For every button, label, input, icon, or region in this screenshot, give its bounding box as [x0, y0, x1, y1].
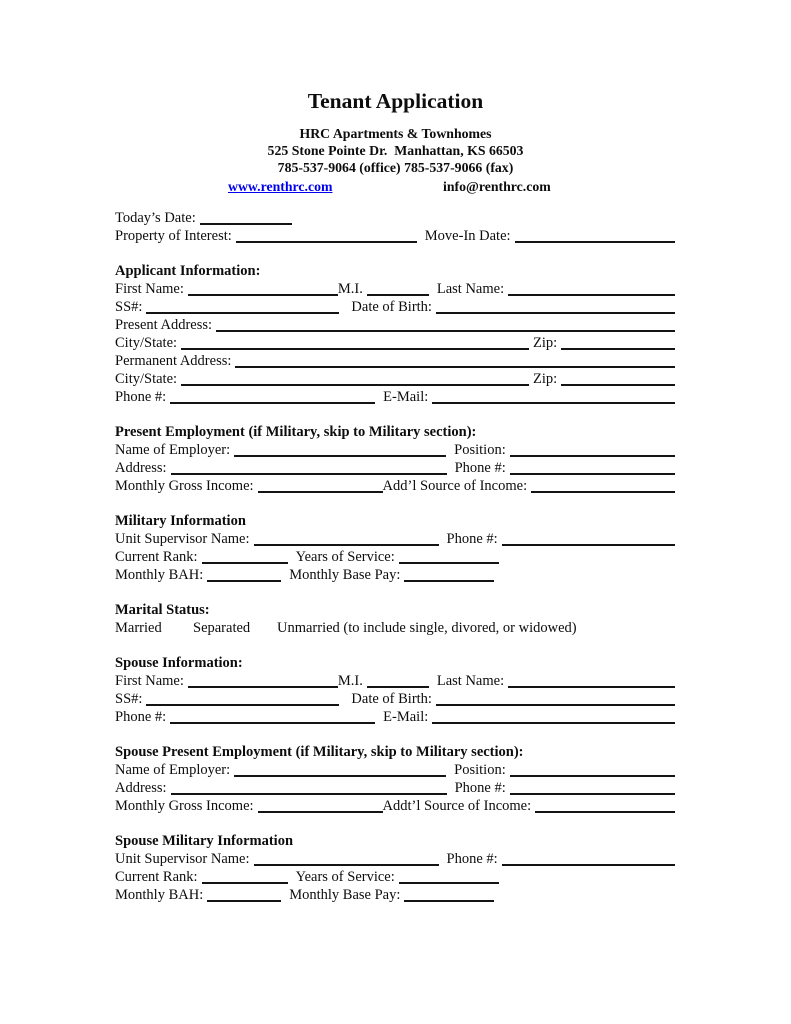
input-line-city-state-2 [181, 384, 529, 386]
input-line-spouse-years-of-service [399, 882, 499, 884]
input-line-years-of-service [399, 562, 499, 564]
label-email: E-Mail: [383, 389, 429, 405]
form-row-spouse-employer-position [115, 761, 675, 779]
form-row-city-state-1 [115, 334, 675, 352]
input-line-spouse-military-phone [502, 864, 675, 866]
label-spouse-monthly-base-pay: Monthly Base Pay: [289, 887, 401, 903]
section-applicant-information [115, 262, 675, 406]
label-spouse-monthly-bah: Monthly BAH: [115, 887, 204, 903]
input-line-name-of-employer [234, 455, 446, 457]
input-line-spouse-email [432, 722, 675, 724]
label-spouse-addtl-source-of-income: Addt’l Source of Income: [382, 798, 532, 814]
form-row-spouse-name [115, 672, 675, 690]
label-ssn: SS#: [115, 299, 143, 315]
org-address: 525 Stone Pointe Dr. Manhattan, KS 66503 [267, 143, 524, 158]
label-monthly-bah: Monthly BAH: [115, 567, 204, 583]
input-line-todays-date [200, 223, 292, 225]
form-row-spouse-rank-service [115, 868, 675, 886]
heading-spouse-information: Spouse Information: [115, 655, 243, 671]
heading-applicant-information: Applicant Information: [115, 263, 261, 279]
label-property-of-interest: Property of Interest: [115, 228, 232, 244]
label-employer-phone: Phone #: [454, 460, 506, 476]
form-row-todays-date [115, 209, 675, 227]
section-military-information [115, 512, 675, 584]
label-spouse-monthly-gross-income: Monthly Gross Income: [115, 798, 254, 814]
section-marital-status [115, 601, 675, 637]
label-city-state: City/State: [115, 335, 178, 351]
page-title: Tenant Application [307, 89, 484, 113]
input-line-city-state [181, 348, 529, 350]
form-row-permanent-address [115, 352, 675, 370]
label-employer-address: Address: [115, 460, 167, 476]
form-row-employer-position [115, 441, 675, 459]
marital-option-separated: Separated [193, 620, 251, 636]
label-monthly-gross-income: Monthly Gross Income: [115, 478, 254, 494]
input-line-phone [170, 402, 375, 404]
form-row-spouse-ssn-dob [115, 690, 675, 708]
label-mi: M.I. [337, 281, 363, 297]
label-zip: Zip: [533, 335, 558, 351]
input-line-spouse-unit-supervisor-name [254, 864, 439, 866]
heading-marital-status: Marital Status: [115, 602, 210, 618]
input-line-move-in-date [515, 241, 675, 243]
input-line-spouse-employer-phone [510, 793, 675, 795]
input-line-employer-address [171, 473, 447, 475]
label-spouse-current-rank: Current Rank: [115, 869, 198, 885]
form-row-property-movein [115, 227, 675, 245]
label-move-in-date: Move-In Date: [424, 228, 511, 244]
input-line-spouse-mi [367, 686, 429, 688]
label-present-address: Present Address: [115, 317, 213, 333]
input-line-monthly-base-pay [404, 580, 494, 582]
form-row-unit-supervisor [115, 530, 675, 548]
input-line-spouse-addtl-source-of-income [535, 811, 675, 813]
label-phone: Phone #: [115, 389, 167, 405]
label-todays-date: Today’s Date: [115, 210, 196, 226]
label-spouse-years-of-service: Years of Service: [295, 869, 395, 885]
form-row-income [115, 477, 675, 495]
input-line-first-name [188, 294, 338, 296]
input-line-spouse-ssn [146, 704, 339, 706]
input-line-email [432, 402, 675, 404]
label-name-of-employer: Name of Employer: [115, 442, 231, 458]
input-line-zip [561, 348, 675, 350]
input-line-spouse-monthly-base-pay [404, 900, 494, 902]
label-spouse-mi: M.I. [337, 673, 363, 689]
label-addl-source-of-income: Add’l Source of Income: [382, 478, 528, 494]
input-line-property-of-interest [236, 241, 417, 243]
input-line-position [510, 455, 675, 457]
input-line-spouse-date-of-birth [436, 704, 675, 706]
input-line-last-name [508, 294, 675, 296]
input-line-current-rank [202, 562, 288, 564]
form-row-marital-options [115, 619, 675, 637]
website-link[interactable]: www.renthrc.com [228, 179, 333, 194]
form-row-present-address [115, 316, 675, 334]
label-spouse-unit-supervisor-name: Unit Supervisor Name: [115, 851, 250, 867]
input-line-military-phone [502, 544, 675, 546]
label-spouse-phone: Phone #: [115, 709, 167, 725]
label-spouse-military-phone: Phone #: [446, 851, 498, 867]
form-row-spouse-employer-address-phone [115, 779, 675, 797]
form-row-rank-service [115, 548, 675, 566]
heading-spouse-military-information: Spouse Military Information [115, 833, 294, 849]
input-line-spouse-current-rank [202, 882, 288, 884]
form-row-applicant-phone-email [115, 388, 675, 406]
org-name: HRC Apartments & Townhomes [299, 126, 492, 141]
label-spouse-employer-address: Address: [115, 780, 167, 796]
heading-military-information: Military Information [115, 513, 246, 529]
label-years-of-service: Years of Service: [295, 549, 395, 565]
label-zip-2: Zip: [533, 371, 558, 387]
form-row-applicant-name [115, 280, 675, 298]
label-unit-supervisor-name: Unit Supervisor Name: [115, 531, 250, 547]
input-line-unit-supervisor-name [254, 544, 439, 546]
input-line-spouse-first-name [188, 686, 338, 688]
form-row-employer-address-phone [115, 459, 675, 477]
input-line-date-of-birth [436, 312, 675, 314]
label-spouse-email: E-Mail: [383, 709, 429, 725]
section-spouse-information [115, 654, 675, 726]
label-date-of-birth: Date of Birth: [351, 299, 432, 315]
section-present-employment [115, 423, 675, 495]
label-spouse-last-name: Last Name: [436, 673, 505, 689]
marital-option-married: Married [115, 620, 162, 636]
form-row-spouse-bah-basepay [115, 886, 675, 904]
website-link-cell [228, 178, 443, 195]
input-line-permanent-address [235, 366, 675, 368]
input-line-monthly-bah [207, 580, 281, 582]
input-line-spouse-monthly-bah [207, 900, 281, 902]
label-spouse-first-name: First Name: [115, 673, 184, 689]
label-position: Position: [454, 442, 506, 458]
form-row-applicant-ssn-dob [115, 298, 675, 316]
contact-links-row [0, 177, 791, 195]
label-military-phone: Phone #: [446, 531, 498, 547]
input-line-spouse-monthly-gross-income [258, 811, 383, 813]
input-line-spouse-name-of-employer [234, 775, 446, 777]
input-line-spouse-last-name [508, 686, 675, 688]
label-spouse-employer-phone: Phone #: [454, 780, 506, 796]
heading-present-employment: Present Employment (if Military, skip to Military section): [115, 424, 477, 440]
form-row-city-state-2 [115, 370, 675, 388]
input-line-spouse-employer-address [171, 793, 447, 795]
input-line-zip-2 [561, 384, 675, 386]
label-spouse-position: Position: [454, 762, 506, 778]
label-monthly-base-pay: Monthly Base Pay: [289, 567, 401, 583]
input-line-employer-phone [510, 473, 675, 475]
label-current-rank: Current Rank: [115, 549, 198, 565]
label-last-name: Last Name: [436, 281, 505, 297]
input-line-addl-source-of-income [531, 491, 675, 493]
label-permanent-address: Permanent Address: [115, 353, 232, 369]
email-address: info@renthrc.com [443, 179, 551, 194]
heading-spouse-present-employment: Spouse Present Employment (if Military, skip to Military section): [115, 744, 524, 760]
label-city-state-2: City/State: [115, 371, 178, 387]
input-line-ssn [146, 312, 339, 314]
form-row-spouse-income [115, 797, 675, 815]
label-spouse-ssn: SS#: [115, 691, 143, 707]
section-spouse-military-information [115, 832, 675, 904]
label-spouse-name-of-employer: Name of Employer: [115, 762, 231, 778]
input-line-present-address [216, 330, 675, 332]
form-body [115, 209, 675, 904]
form-row-spouse-unit-supervisor [115, 850, 675, 868]
org-header-block [0, 125, 791, 176]
input-line-monthly-gross-income [258, 491, 383, 493]
section-top-fields [115, 209, 675, 245]
label-first-name: First Name: [115, 281, 184, 297]
section-spouse-present-employment [115, 743, 675, 815]
input-line-spouse-phone [170, 722, 375, 724]
input-line-mi [367, 294, 429, 296]
marital-option-unmarried: Unmarried (to include single, divored, or widowed) [277, 620, 577, 636]
form-row-bah-basepay [115, 566, 675, 584]
form-row-spouse-phone-email [115, 708, 675, 726]
label-spouse-date-of-birth: Date of Birth: [351, 691, 432, 707]
org-phone-fax: 785-537-9064 (office) 785-537-9066 (fax) [277, 160, 514, 175]
input-line-spouse-position [510, 775, 675, 777]
